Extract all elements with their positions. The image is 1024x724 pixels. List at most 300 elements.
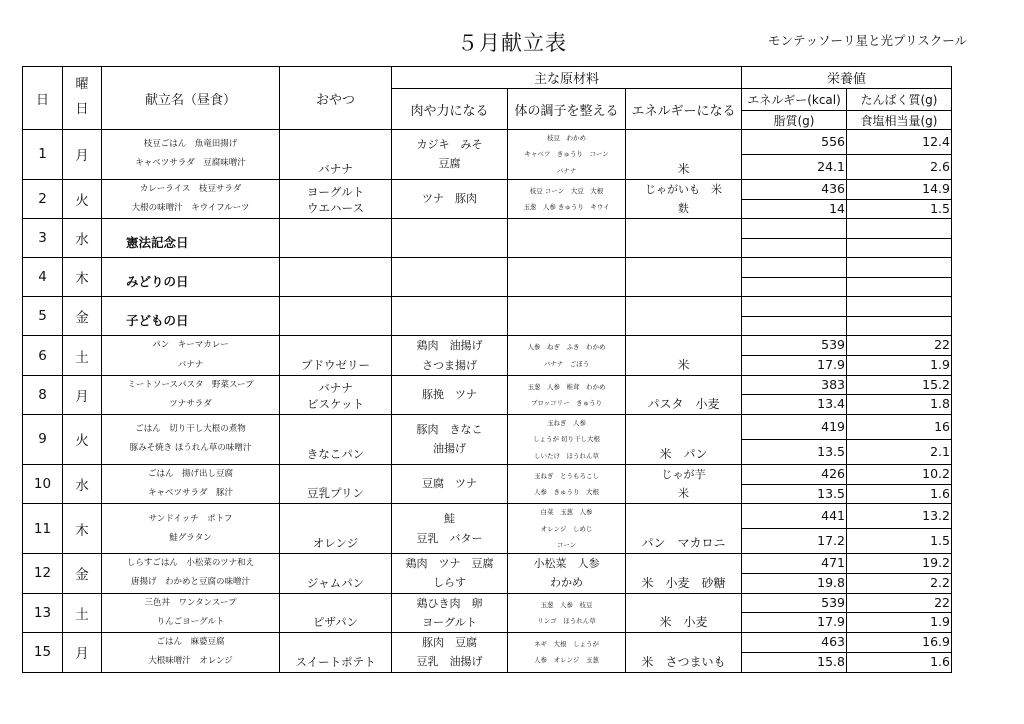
ingredient-condition-cell-line: 白菜 玉葱 人参 [540, 508, 593, 517]
salt-value [847, 356, 952, 376]
ingredient-body-cell [392, 554, 508, 594]
salt-value [847, 154, 952, 179]
ingredient-condition-cell-line: わかめ [550, 576, 583, 590]
menu-cell [102, 593, 280, 633]
fat-value [742, 154, 847, 179]
ingredient-energy-cell [626, 258, 742, 297]
ingredient-energy-cell [626, 179, 742, 219]
salt-value-line: 2.1 [930, 443, 950, 459]
header-ing-condition: 体の調子を整える [508, 89, 626, 130]
protein-value [847, 258, 952, 278]
ingredient-condition-cell-line: しいたけ ほうれん草 [534, 451, 599, 460]
snack-cell-line: ジャムパン [306, 575, 365, 590]
energy-value [742, 258, 847, 278]
dow-cell [63, 297, 102, 336]
ingredient-body-cell [392, 179, 508, 219]
protein-value-line: 10.2 [922, 465, 950, 481]
ingredient-condition-cell [508, 297, 626, 336]
day-cell-line: 1 [38, 146, 47, 163]
dow-cell [63, 593, 102, 633]
ingredient-body-cell-line: カジキ みそ [416, 138, 483, 152]
protein-value [847, 504, 952, 529]
snack-cell [280, 297, 392, 336]
ingredient-condition-cell-line: 人参 きゅうり 大根 [534, 488, 599, 496]
energy-value-line: 539 [821, 337, 845, 353]
ingredient-condition-cell [508, 554, 626, 594]
ingredient-body-cell-line: 豚肉 豆腐 [422, 636, 477, 649]
salt-value-line: 1.5 [930, 532, 950, 548]
dow-cell-line: 水 [75, 232, 89, 249]
salt-value [847, 484, 952, 504]
ingredient-body-cell [392, 415, 508, 465]
menu-line: キャベツサラダ 豆腐味噌汁 [135, 158, 246, 169]
table-row [23, 554, 952, 574]
menu-cell [102, 130, 280, 180]
fat-value [742, 529, 847, 554]
table-row [23, 297, 952, 317]
dow-cell [63, 554, 102, 594]
table-row [23, 593, 952, 613]
ingredient-body-cell [392, 258, 508, 297]
fat-value [742, 652, 847, 672]
dow-cell-line: 木 [75, 271, 89, 288]
ingredient-body-cell-line: ツナ 豚肉 [422, 192, 477, 206]
day-cell [23, 504, 63, 554]
ingredient-condition-cell-line: リンゴ ほうれん草 [537, 616, 596, 625]
fat-value [742, 316, 847, 336]
energy-value-line: 419 [821, 418, 845, 434]
dow-cell [63, 179, 102, 219]
holiday-cell-line: 子どもの日 [126, 313, 189, 329]
header-dow: 曜日 [63, 67, 102, 130]
dow-cell [63, 415, 102, 465]
snack-cell-line: ウエハース [307, 201, 364, 216]
protein-value-line: 22 [934, 594, 950, 610]
energy-value-line: 556 [821, 133, 845, 149]
salt-value [847, 652, 952, 672]
protein-value [847, 375, 952, 395]
fat-value-line: 13.5 [817, 485, 845, 501]
day-cell-line: 12 [33, 565, 52, 582]
menu-cell [102, 415, 280, 465]
snack-cell-line: ビスケット [307, 397, 364, 411]
table-row [23, 464, 952, 484]
day-cell-line: 11 [33, 520, 52, 537]
ingredient-body-cell-line: ヨーグルト [422, 615, 477, 629]
ingredient-energy-cell-line: 米 [678, 487, 689, 500]
day-cell-line: 2 [38, 191, 47, 207]
ingredient-energy-cell [626, 375, 742, 414]
energy-value-line: 383 [821, 376, 845, 392]
snack-cell [280, 130, 392, 180]
fat-value [742, 199, 847, 219]
energy-value [742, 179, 847, 199]
ingredient-condition-cell [508, 219, 626, 258]
ingredient-energy-cell [626, 593, 742, 633]
ingredient-condition-cell [508, 179, 626, 219]
day-cell-line: 9 [38, 431, 47, 448]
day-cell-line: 4 [38, 269, 47, 286]
protein-value-line: 16.9 [922, 634, 950, 650]
energy-value [742, 219, 847, 239]
ingredient-energy-cell-line: パン マカロニ [641, 536, 726, 550]
menu-line: ごはん 切り干し大根の煮物 [135, 424, 246, 435]
ingredient-energy-cell [626, 130, 742, 180]
ingredient-body-cell [392, 593, 508, 633]
menu-line: 唐揚げ わかめと豆腐の味噌汁 [130, 577, 250, 588]
table-row [23, 375, 952, 395]
dow-cell-line: 月 [75, 646, 89, 663]
fat-value [742, 613, 847, 633]
snack-cell [280, 504, 392, 554]
menu-cell [102, 464, 280, 504]
dow-cell-line: 水 [75, 478, 89, 494]
menu-line: 鮭グラタン [169, 532, 212, 543]
salt-value [847, 573, 952, 593]
day-cell [23, 297, 63, 336]
protein-value-line: 19.2 [922, 555, 950, 571]
menu-line: パン キーマカレー [152, 340, 229, 351]
ingredient-body-cell-line: しらす [433, 576, 466, 590]
ingredient-condition-cell [508, 504, 626, 554]
snack-cell [280, 633, 392, 673]
protein-value-line: 14.9 [922, 180, 950, 196]
dow-cell [63, 633, 102, 673]
menu-line: サンドイッチ ポトフ [148, 513, 233, 524]
header-ingredients: 主な原材料 [392, 67, 742, 89]
energy-value-line: 436 [821, 180, 845, 196]
dow-cell [63, 258, 102, 297]
header-fat: 脂質(g) [742, 111, 847, 130]
salt-value [847, 439, 952, 464]
ingredient-energy-cell [626, 504, 742, 554]
ingredient-energy-cell [626, 554, 742, 594]
menu-line: ごはん 麻婆豆腐 [156, 637, 225, 648]
energy-value [742, 464, 847, 484]
ingredient-energy-cell-line: 米 小麦 砂糖 [641, 575, 726, 590]
header-snack: おやつ [280, 67, 392, 130]
header-energy: エネルギー(kcal) [742, 89, 847, 111]
menu-cell [102, 633, 280, 673]
salt-value-line: 2.6 [930, 158, 950, 174]
fat-value-line: 17.2 [817, 532, 845, 548]
ingredient-energy-cell-line: 米 さつまいも [641, 654, 726, 669]
ingredient-energy-cell [626, 633, 742, 673]
protein-value [847, 554, 952, 574]
energy-value-line: 539 [821, 594, 845, 610]
fat-value-line: 14 [829, 200, 845, 216]
protein-value [847, 593, 952, 613]
menu-line: りんごヨーグルト [156, 616, 225, 627]
ingredient-energy-cell [626, 297, 742, 336]
protein-value-line: 16 [934, 418, 950, 434]
ingredient-condition-cell-line: 玉葱 人参 枝豆 [540, 600, 593, 609]
fat-value [742, 238, 847, 258]
dow-cell-line: 土 [75, 349, 89, 366]
ingredient-condition-cell [508, 375, 626, 414]
ingredient-condition-cell [508, 415, 626, 465]
ingredient-condition-cell-line: 玉ねぎ とうもろこし [534, 471, 599, 480]
menu-line: ごはん 揚げ出し豆腐 [147, 468, 233, 479]
ingredient-condition-cell-line: 玉葱 人参 椎茸 わかめ [527, 382, 606, 391]
ingredient-body-cell-line: 豆腐 ツナ [422, 477, 477, 491]
fat-value-line: 15.8 [817, 653, 845, 669]
protein-value [847, 464, 952, 484]
snack-cell [280, 415, 392, 465]
dow-cell-line: 月 [75, 148, 89, 165]
ingredient-body-cell-line: 豚肉 きなこ [416, 423, 483, 437]
ingredient-condition-cell [508, 130, 626, 180]
table-row [23, 219, 952, 239]
dow-cell-line: 金 [75, 567, 89, 584]
ingredient-condition-cell-line: 玉ねぎ 人参 [547, 419, 586, 427]
ingredient-body-cell [392, 336, 508, 376]
ingredient-condition-cell-line: 小松菜 人参 [533, 557, 600, 570]
snack-cell-line: ピザパン [312, 615, 359, 629]
holiday-cell-line: 憲法記念日 [126, 235, 189, 251]
day-cell [23, 179, 63, 219]
ingredient-body-cell-line: 鶏肉 ツナ 豆腐 [405, 557, 494, 570]
fat-value-line: 19.8 [817, 574, 845, 590]
protein-value [847, 633, 952, 653]
ingredient-body-cell [392, 375, 508, 414]
menu-line: キャベツサラダ 豚汁 [148, 488, 233, 498]
ingredient-condition-cell [508, 633, 626, 673]
fat-value [742, 395, 847, 415]
fat-value [742, 439, 847, 464]
snack-cell-line: バナナ [318, 381, 353, 395]
dow-cell-line: 火 [75, 433, 89, 450]
snack-cell [280, 375, 392, 414]
fat-value-line: 17.9 [817, 357, 845, 373]
menu-line: ミートソースパスタ 野菜スープ [127, 379, 254, 390]
day-cell [23, 464, 63, 504]
energy-value-line: 426 [821, 465, 845, 481]
ingredient-body-cell-line: 鶏ひき肉 卵 [416, 596, 483, 610]
menu-cell [102, 179, 280, 219]
day-cell [23, 375, 63, 414]
fat-value-line: 13.5 [817, 443, 845, 459]
ingredient-body-cell-line: 豆乳 油揚げ [416, 655, 483, 669]
table-row [23, 130, 952, 155]
menu-cell [102, 504, 280, 554]
ingredient-energy-cell-line: じゃがいも 米 [645, 182, 722, 196]
ingredient-condition-cell-line: しょうが 切り干し大根 [532, 435, 601, 444]
snack-cell [280, 258, 392, 297]
ingredient-body-cell-line: 豚挽 ツナ [422, 388, 477, 402]
menu-line: 三色丼 ワンタンスープ [144, 597, 237, 608]
dow-cell-line: 月 [75, 388, 89, 405]
school-name: モンテッソーリ星と光プリスクール [768, 33, 968, 48]
day-cell-line: 10 [33, 476, 52, 492]
page-title: ５月献立表 [457, 31, 567, 55]
dow-cell [63, 504, 102, 554]
protein-value-line: 12.4 [922, 133, 950, 149]
menu-line: しらすごはん 小松菜のツナ和え [126, 558, 255, 569]
energy-value [742, 297, 847, 317]
energy-value [742, 504, 847, 529]
day-cell [23, 258, 63, 297]
menu-rows [23, 130, 952, 673]
ingredient-body-cell-line: 油揚げ [433, 442, 466, 456]
ingredient-condition-cell-line: コーン [556, 540, 577, 549]
table-row [23, 504, 952, 529]
ingredient-condition-cell-line: 人参 オレンジ 玉葱 [534, 656, 599, 665]
ingredient-body-cell [392, 633, 508, 673]
menu-line: 枝豆ごはん 魚竜田揚げ [143, 139, 238, 150]
ingredient-body-cell-line: 豆腐 [438, 157, 461, 171]
salt-value-line: 1.9 [930, 357, 950, 373]
salt-value [847, 277, 952, 297]
protein-value-line: 15.2 [922, 376, 950, 392]
header-nutrition: 栄養値 [742, 67, 952, 89]
holiday-cell [102, 258, 280, 297]
ingredient-condition-cell-line: 枝豆 コーン 大豆 大根 [529, 186, 604, 195]
dow-cell [63, 464, 102, 504]
protein-value [847, 415, 952, 440]
menu-line: カレーライス 枝豆サラダ [139, 183, 242, 194]
table-row [23, 336, 952, 356]
salt-value-line: 2.2 [930, 574, 950, 590]
energy-value [742, 375, 847, 395]
header-salt: 食塩相当量(g) [847, 111, 952, 130]
ingredient-energy-cell [626, 336, 742, 376]
protein-value [847, 179, 952, 199]
dow-cell-line: 火 [75, 193, 89, 209]
ingredient-body-cell-line: 鶏肉 油揚げ [416, 339, 483, 353]
salt-value [847, 613, 952, 633]
salt-value [847, 199, 952, 219]
salt-value-line: 1.6 [930, 485, 950, 501]
ingredient-condition-cell-line: 玉葱 人参 きゅうり キウイ [523, 203, 610, 211]
snack-cell-line: オレンジ [312, 536, 359, 550]
ingredient-condition-cell [508, 258, 626, 297]
ingredient-body-cell [392, 130, 508, 180]
holiday-cell [102, 219, 280, 258]
protein-value [847, 130, 952, 155]
fat-value [742, 484, 847, 504]
energy-value [742, 633, 847, 653]
ingredient-condition-cell-line: 枝豆 わかめ [547, 134, 586, 142]
menu-cell [102, 554, 280, 594]
day-cell [23, 633, 63, 673]
energy-value [742, 554, 847, 574]
menu-line: 大根味噌汁 オレンジ [148, 656, 233, 667]
ingredient-energy-cell-line: 麩 [678, 202, 689, 215]
ingredient-energy-cell [626, 464, 742, 504]
snack-cell-line: バナナ [318, 161, 353, 176]
dow-cell [63, 375, 102, 414]
ingredient-body-cell [392, 464, 508, 504]
fat-value-line: 13.4 [817, 396, 845, 412]
ingredient-energy-cell-line: じゃが芋 [661, 467, 706, 481]
fat-value-line: 17.9 [817, 614, 845, 630]
energy-value [742, 130, 847, 155]
salt-value-line: 1.6 [930, 653, 950, 669]
menu-cell [102, 375, 280, 414]
fat-value [742, 356, 847, 376]
fat-value [742, 277, 847, 297]
day-cell-line: 3 [38, 230, 47, 247]
table-row [23, 258, 952, 278]
day-cell [23, 415, 63, 465]
ingredient-condition-cell-line: バナナ ごぼう [543, 359, 590, 368]
protein-value-line: 13.2 [922, 507, 950, 523]
energy-value [742, 336, 847, 356]
ingredient-condition-cell [508, 336, 626, 376]
table-row [23, 633, 952, 653]
snack-cell [280, 464, 392, 504]
header-day: 日 [23, 67, 63, 130]
day-cell [23, 336, 63, 376]
menu-cell [102, 336, 280, 376]
dow-cell [63, 130, 102, 180]
snack-cell [280, 179, 392, 219]
day-cell [23, 593, 63, 633]
menu-line: 大根の味噌汁 キウイフルーツ [131, 203, 250, 213]
protein-value [847, 297, 952, 317]
menu-line: バナナ [177, 359, 204, 370]
energy-value [742, 593, 847, 613]
ingredient-energy-cell-line: 米 パン [659, 446, 708, 461]
dow-cell [63, 219, 102, 258]
ingredient-condition-cell [508, 593, 626, 633]
header-ing-body: 肉や力になる [392, 89, 508, 130]
dow-cell-line: 土 [75, 606, 89, 623]
snack-cell-line: きなこパン [306, 446, 365, 461]
header-menu: 献立名（昼食） [102, 67, 280, 130]
menu-line: 豚みそ焼き ほうれん草の味噌汁 [129, 443, 252, 454]
ingredient-body-cell [392, 297, 508, 336]
holiday-cell-line: みどりの日 [126, 274, 189, 290]
snack-cell-line: スイートポテト [295, 654, 376, 669]
snack-cell [280, 593, 392, 633]
ingredient-body-cell [392, 504, 508, 554]
ingredient-energy-cell-line: 米 小麦 [659, 615, 708, 629]
energy-value-line: 463 [821, 634, 845, 650]
salt-value [847, 529, 952, 554]
holiday-cell [102, 297, 280, 336]
table-row [23, 415, 952, 440]
ingredient-energy-cell-line: 米 [677, 161, 690, 176]
day-cell-line: 13 [33, 604, 52, 621]
ingredient-body-cell-line: さつま揚げ [422, 358, 477, 372]
menu-table [22, 66, 952, 673]
salt-value [847, 395, 952, 415]
ingredient-energy-cell-line: 米 [677, 357, 690, 372]
protein-value [847, 336, 952, 356]
ingredient-energy-cell-line: パスタ 小麦 [647, 397, 720, 411]
protein-value-line: 22 [934, 337, 950, 353]
day-cell [23, 130, 63, 180]
snack-cell-line: ヨーグルト [306, 185, 365, 200]
snack-cell [280, 554, 392, 594]
dow-cell [63, 336, 102, 376]
fat-value [742, 573, 847, 593]
header-ing-energy: エネルギーになる [626, 89, 742, 130]
ingredient-energy-cell [626, 219, 742, 258]
protein-value [847, 219, 952, 239]
dow-cell-line: 木 [75, 522, 89, 539]
snack-cell-line: 豆乳プリン [306, 486, 365, 501]
ingredient-body-cell-line: 豆乳 バター [416, 531, 483, 545]
ingredient-condition-cell [508, 464, 626, 504]
salt-value [847, 238, 952, 258]
ingredient-body-cell [392, 219, 508, 258]
day-cell [23, 219, 63, 258]
salt-value-line: 1.9 [930, 614, 950, 630]
dow-cell-line: 金 [75, 310, 89, 327]
